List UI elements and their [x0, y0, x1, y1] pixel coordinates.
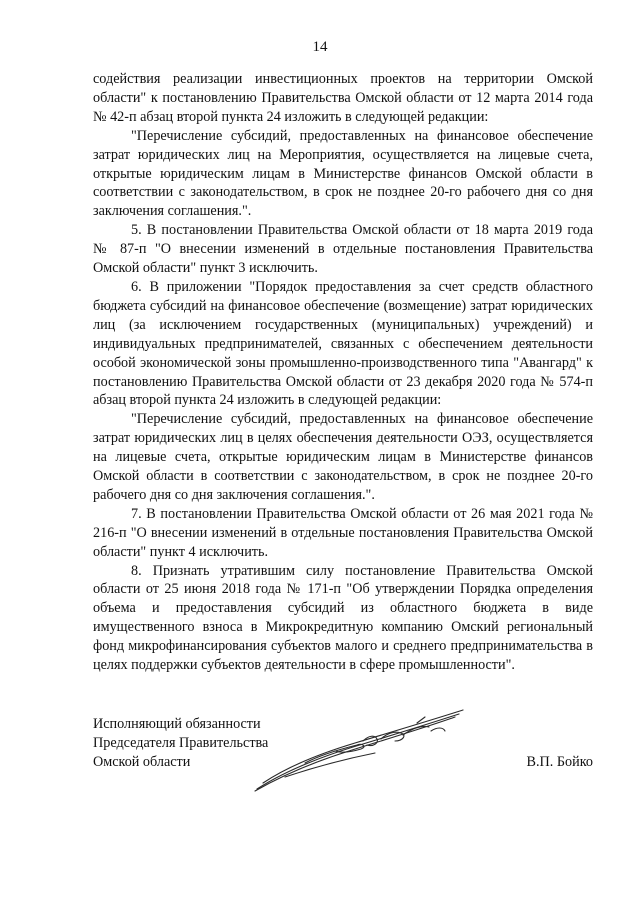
paragraph-continuation: содействия реализации инвестиционных проектов на территории Омской области" к постановлению Правительства Омской области от 12 марта 2014 года № 42-п абзац второй пункта 24 изложить в следующей редакции:	[93, 71, 593, 125]
signatory-position	[93, 715, 268, 772]
paragraph-item-8: 8. Признать утратившим силу постановление Правительства Омской области от 25 июня 2018 года № 171-п "Об утверждении Порядка определения объема и предоставления субсидий из областного бюджета в виде имущественного взноса в Микрокредитную компанию Омский региональный фонд микрофинансирования субъектов малого и среднего предпринимательства в целях поддержки субъектов деятельности в сфере промышленности".	[93, 562, 593, 674]
paragraph-item-7: 7. В постановлении Правительства Омской области от 26 мая 2021 года № 216-п "О внесении изменений в отдельные постановления Правительства Омской области" пункт 4 исключить.	[93, 505, 593, 560]
paragraph-item-5: 5. В постановлении Правительства Омской области от 18 марта 2019 года № 87-п "О внесении изменений в отдельные постановления Правительства Омской области" пункт 3 исключить.	[93, 222, 593, 277]
page-number: 14	[312, 39, 328, 55]
paragraph-item-6: 6. В приложении "Порядок предоставления за счет средств областного бюджета субсидий на финансовое обеспечение (возмещение) затрат юридических лиц (за исключением государственных (муниципальных) учреждений) и индивидуальных предпринимателей, связанных с обеспечением деятельности особой экономической зоны промышленно-производственного типа "Авангард" к постановлению Правительства Омской области от 23 декабря 2020 года № 574-п абзац второй пункта 24 изложить в следующей редакции:	[93, 278, 593, 409]
handwritten-signature	[245, 705, 470, 795]
signatory-name: В.П. Бойко	[526, 753, 593, 770]
signatory-position-line: Председателя Правительства	[93, 734, 269, 751]
paragraph-quote-1: "Перечисление субсидий, предоставленных на финансовое обеспечение затрат юридических лиц на Мероприятия, осуществляется на лицевые счета, открытые юридическим лицам в Министерстве финансов Омской области в соответствии с законодательством, в срок не позднее 20-го рабочего дня со дня заключения соглашения.".	[93, 127, 593, 220]
document-body	[93, 70, 593, 675]
paragraph-quote-2: "Перечисление субсидий, предоставленных на финансовое обеспечение затрат юридических лиц в целях обеспечения деятельности ОЭЗ, осуществляется на лицевые счета, открытые юридическим лицам в Министерстве финансов Омской области в соответствии с законодательством, в срок не позднее 20-го рабочего дня со дня заключения соглашения.".	[93, 411, 593, 503]
signatory-position-line: Исполняющий обязанности	[93, 716, 261, 732]
signatory-position-line: Омской области	[93, 753, 191, 770]
